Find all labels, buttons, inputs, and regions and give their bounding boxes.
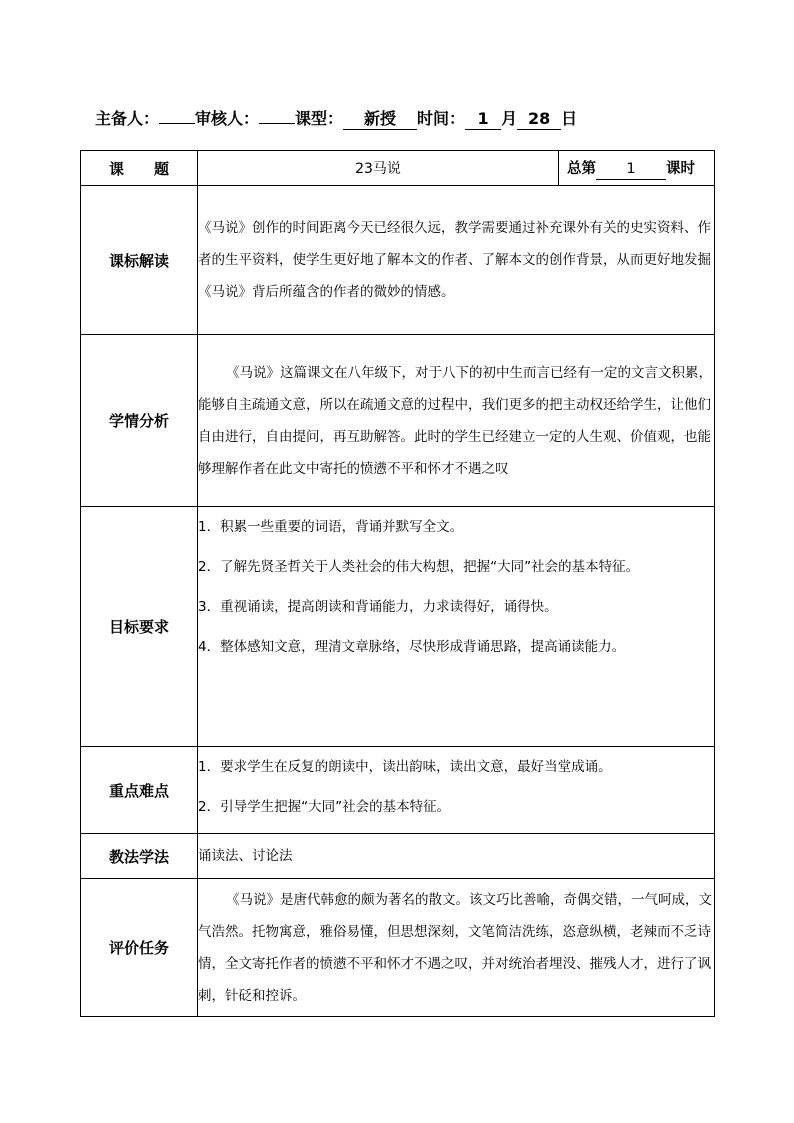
row-evaluation — [81, 879, 715, 1017]
row-analysis — [81, 335, 715, 507]
day-unit: 日 — [561, 109, 578, 128]
row-methods — [81, 834, 715, 879]
type-label: 课型： — [295, 109, 344, 128]
analysis-label: 学情分析 — [81, 335, 198, 507]
type-value: 新授 — [343, 109, 417, 130]
methods-text: 诵读法、讨论法 — [198, 834, 715, 879]
keypoint-item: 2．引导学生把握“大同”社会的基本特征。 — [198, 799, 451, 815]
analysis-text: 《马说》这篇课文在八年级下，对于八下的初中生而言已经有一定的文言文积累，能够自主疏通文意，所以在疏通文意的过程中，我们更多的把主动权还给学生，让他们自由进行，自由提问，再互助解答。此时的学生已经建立一定的人生观、价值观，也能够理解作者在此文中寄托的愤懑不平和怀才不遇之叹 — [198, 335, 715, 507]
goals-label: 目标要求 — [81, 507, 198, 747]
curriculum-text: 《马说》创作的时间距离今天已经很久远，教学需要通过补充课外有关的史实资料、作者的生平资料，使学生更好地了解本文的作者、了解本文的创作背景，从而更好地发掘《马说》背后所蕴含的作者的微妙的情感。 — [198, 186, 715, 335]
goals-list — [198, 507, 715, 747]
keypoints-list — [198, 747, 715, 834]
header-line — [95, 103, 577, 129]
goal-item: 3．重视诵读，提高朗读和背诵能力，力求读得好，诵得快。 — [198, 599, 558, 615]
evaluation-text: 《马说》是唐代韩愈的颇为著名的散文。该文巧比善喻，奇偶交错，一气呵成，文气浩然。托物寓意，雅俗易懂，但思想深刻，文笔简洁洗练，恣意纵横，老辣而不乏诗情，全文寄托作者的愤懑不平和怀才不遇之叹，并对统治者埋没、摧残人才，进行了讽刺，针砭和控诉。 — [198, 879, 715, 1017]
month-value: 1 — [465, 109, 501, 130]
methods-label: 教法学法 — [81, 834, 198, 879]
row-title — [81, 151, 715, 186]
goal-item: 1．积累一些重要的词语，背诵并默写全文。 — [198, 519, 464, 535]
total-suffix: 课时 — [666, 160, 695, 177]
day-value: 28 — [517, 109, 561, 130]
row-curriculum — [81, 186, 715, 335]
goal-item: 4．整体感知文意，理清文章脉络，尽快形成背诵思路，提高诵读能力。 — [198, 639, 626, 655]
title-value: 23马说 — [198, 151, 559, 186]
total-lessons — [559, 151, 715, 186]
month-unit: 月 — [501, 109, 518, 128]
lesson-plan-table — [80, 150, 715, 1017]
keypoints-label: 重点难点 — [81, 747, 198, 834]
row-goals — [81, 507, 715, 747]
evaluation-label: 评价任务 — [81, 879, 198, 1017]
reviewer-blank — [259, 103, 295, 124]
time-label: 时间： — [417, 109, 466, 128]
curriculum-label: 课标解读 — [81, 186, 198, 335]
preparer-blank — [159, 103, 195, 124]
preparer-label: 主备人： — [95, 109, 160, 128]
total-value: 1 — [596, 159, 666, 180]
goal-item: 2．了解先贤圣哲关于人类社会的伟大构想，把握“大同”社会的基本特征。 — [198, 559, 640, 575]
row-keypoints — [81, 747, 715, 834]
total-prefix: 总第 — [567, 160, 596, 177]
reviewer-label: 审核人： — [195, 109, 260, 128]
keypoint-item: 1．要求学生在反复的朗读中，读出韵味，读出文意，最好当堂成诵。 — [198, 759, 612, 775]
title-label: 课 题 — [81, 151, 198, 186]
